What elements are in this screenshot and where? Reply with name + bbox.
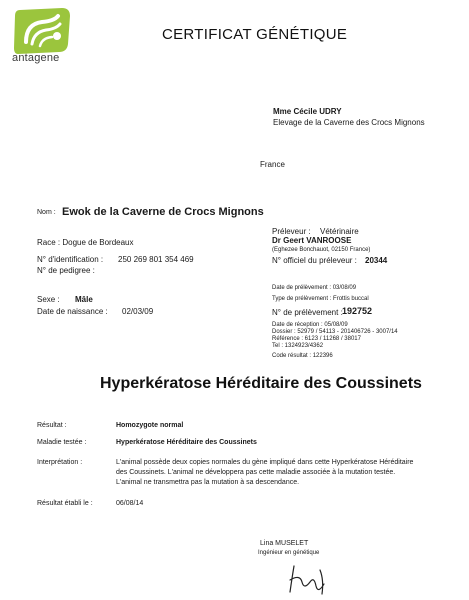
sample-reference: Référence : 6123 / 11268 / 38017 (272, 336, 361, 342)
sampler-name: Dr Geert VANROOSE (272, 236, 352, 245)
sample-reception: Date de réception : 05/08/09 (272, 322, 348, 328)
owner-kennel: Elevage de la Caverne des Crocs Mignons (273, 118, 425, 127)
sample-dossier: Dossier : 52979 / 54113 - 201406726 - 3007/14 (272, 329, 398, 335)
sample-number: 192752 (342, 306, 373, 316)
result-value: Homozygote normal (116, 422, 184, 429)
name-label: Nom : (37, 209, 56, 216)
disease-label: Maladie testée : (37, 439, 87, 446)
sample-date: Date de prélèvement : 03/08/09 (272, 285, 357, 291)
interpretation-line-2: des Coussinets. L'animal ne développera pas cette maladie associée à la mutation testée. (116, 469, 396, 476)
animal-name: Ewok de la Caverne de Crocs Mignons (62, 206, 264, 218)
sampler-label: Préleveur : (272, 227, 311, 236)
sample-type: Type de prélèvement : Frottis buccal (272, 296, 369, 302)
result-date-label: Résultat établi le : (37, 500, 93, 507)
breed: Race : Dogue de Bordeaux (37, 238, 134, 247)
disease-value: Hyperkératose Héréditaire des Coussinets (116, 439, 257, 446)
result-date-value: 06/08/14 (116, 500, 144, 507)
sample-tel: Tel : 1324923/4362 (272, 343, 324, 349)
sex-value: Mâle (75, 295, 93, 304)
sampler-role: Vétérinaire (320, 227, 359, 236)
sample-number-label: N° de prélèvement : (272, 308, 343, 317)
signatory-role: Ingénieur en génétique (258, 550, 320, 556)
interpretation-label: Interprétation : (37, 459, 83, 466)
interpretation-line-1: L'animal possède deux copies normales du gène impliqué dans cette Hyperkératose Héréditaire (116, 459, 414, 466)
dob-value: 02/03/09 (122, 307, 154, 316)
official-label: N° officiel du préleveur : (272, 256, 357, 265)
result-label: Résultat : (37, 422, 67, 429)
official-value: 20344 (365, 256, 388, 265)
antagene-logo (12, 6, 72, 58)
pedigree-label: N° de pedigree : (37, 266, 95, 275)
sample-code: Code résultat : 122396 (272, 353, 333, 359)
test-title: Hyperkératose Héréditaire des Coussinets (100, 375, 422, 392)
interpretation-line-3: L'animal ne transmettra pas la mutation à sa descendance. (116, 479, 300, 486)
certificate-title: CERTIFICAT GÉNÉTIQUE (162, 26, 348, 43)
logo-text: antagene (12, 52, 60, 64)
signatory-name: Lina MUSELET (260, 540, 309, 547)
sex-label: Sexe : (37, 295, 60, 304)
dob-label: Date de naissance : (37, 307, 108, 316)
owner-name: Mme Cécile UDRY (273, 107, 342, 116)
id-value: 250 269 801 354 469 (118, 255, 194, 264)
id-label: N° d'identification : (37, 255, 104, 264)
signature-image (280, 562, 340, 596)
sampler-address: (Eghezee Bonchauot, 02150 France) (272, 247, 371, 253)
owner-country: France (260, 160, 285, 169)
